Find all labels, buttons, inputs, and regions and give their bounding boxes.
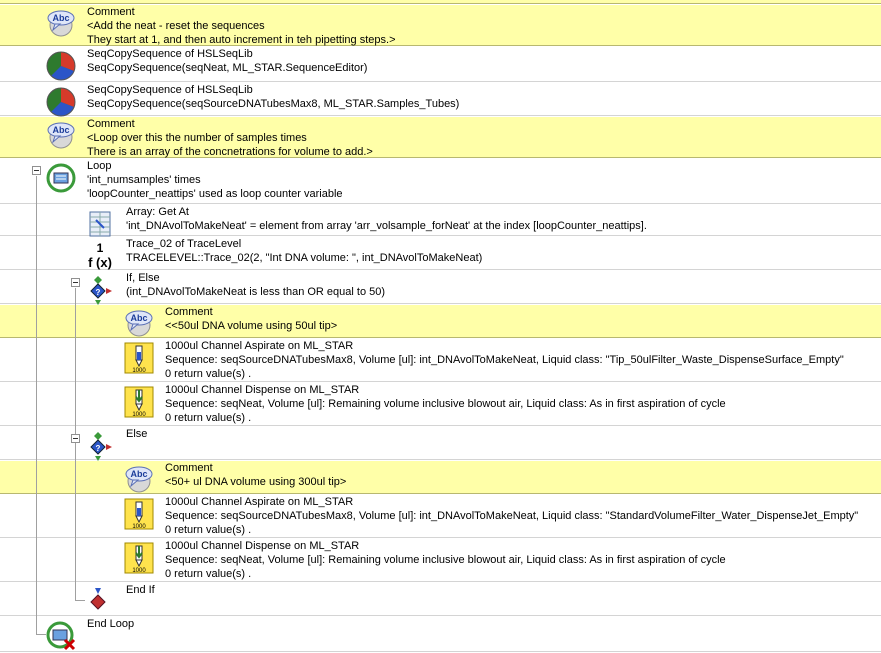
step-text — [165, 383, 726, 425]
step-title: SeqCopySequence of HSLSeqLib — [87, 84, 253, 96]
step-text — [165, 305, 337, 333]
step-detail-line: 'int_numsamples' times — [87, 174, 201, 186]
step-text — [87, 5, 396, 47]
step-text — [165, 539, 726, 581]
svg-text:Abc: Abc — [130, 313, 148, 323]
step-row-lib[interactable] — [0, 83, 881, 116]
comment-abc-icon — [45, 120, 77, 152]
step-row-loop[interactable] — [0, 159, 881, 204]
step-row-dispense[interactable] — [0, 539, 881, 582]
step-text — [87, 617, 134, 631]
end-loop-icon — [45, 620, 77, 652]
step-text — [126, 205, 647, 233]
collapse-if-toggle[interactable] — [71, 278, 80, 287]
collapse-else-toggle[interactable] — [71, 434, 80, 443]
step-text — [126, 271, 385, 299]
step-detail-line: <Add the neat - reset the sequences — [87, 20, 265, 32]
array-get-at-icon — [84, 208, 116, 240]
step-text — [165, 495, 858, 537]
svg-text:1000: 1000 — [132, 368, 146, 374]
svg-text:f (x): f (x) — [88, 255, 112, 270]
library-sphere-icon — [45, 86, 77, 118]
step-detail-line: 'loopCounter_neattips' used as loop counter variable — [87, 188, 343, 200]
if-else-icon — [84, 274, 116, 306]
library-sphere-icon — [45, 50, 77, 82]
step-title: 1000ul Channel Aspirate on ML_STAR — [165, 496, 354, 508]
step-title: Trace_02 of TraceLevel — [126, 238, 242, 250]
step-title: SeqCopySequence of HSLSeqLib — [87, 48, 253, 60]
comment-abc-icon — [123, 464, 155, 496]
step-text — [165, 461, 346, 489]
step-detail-line: 0 return value(s) . — [165, 368, 252, 380]
step-row-array[interactable] — [0, 205, 881, 236]
else-icon — [84, 430, 116, 462]
collapse-loop-toggle[interactable] — [32, 166, 41, 175]
aspirate-channel-icon — [123, 498, 155, 530]
step-detail-line: <Loop over this the number of samples times — [87, 132, 307, 144]
function-fx-icon — [84, 240, 116, 272]
dispense-channel-icon — [123, 386, 155, 418]
step-row-comment[interactable] — [0, 461, 881, 494]
step-text — [126, 583, 155, 597]
step-text — [126, 237, 482, 265]
previous-step-edge — [0, 0, 881, 4]
aspirate-channel-icon — [123, 342, 155, 374]
step-row-comment[interactable] — [0, 117, 881, 158]
step-detail-line: TRACELEVEL::Trace_02(2, "Int DNA volume: ", int_DNAvolToMakeNeat) — [126, 252, 483, 264]
loop-icon — [45, 162, 77, 194]
step-row-function[interactable] — [0, 237, 881, 270]
step-text — [126, 427, 147, 441]
step-detail-line: Sequence: seqNeat, Volume [ul]: Remaining volume inclusive blowout air, Liquid class: As in first aspiration of cycle — [165, 554, 726, 566]
step-detail-line: 0 return value(s) . — [165, 524, 252, 536]
step-detail-line: SeqCopySequence(seqNeat, ML_STAR.SequenceEditor) — [87, 62, 368, 74]
step-row-ifelse[interactable] — [0, 271, 881, 304]
step-title: Comment — [87, 118, 135, 130]
step-title: End Loop — [87, 618, 135, 630]
step-text — [87, 47, 367, 75]
step-title: Array: Get At — [126, 206, 189, 218]
step-title: Else — [126, 428, 148, 440]
step-text — [87, 117, 373, 159]
step-detail-line: Sequence: seqNeat, Volume [ul]: Remaining volume inclusive blowout air, Liquid class: As in first aspiration of cycle — [165, 398, 726, 410]
step-text — [165, 339, 844, 381]
svg-text:Abc: Abc — [52, 13, 70, 23]
tree-line-if — [75, 288, 76, 600]
step-text — [87, 83, 459, 111]
step-detail-line: Sequence: seqSourceDNATubesMax8, Volume [ul]: int_DNAvolToMakeNeat, Liquid class: "Tip_50ulFilter_Waste_DispenseSurface_Empty" — [165, 354, 844, 366]
step-row-aspirate[interactable] — [0, 495, 881, 538]
svg-text:1: 1 — [96, 241, 104, 255]
step-row-aspirate[interactable] — [0, 339, 881, 382]
step-title: 1000ul Channel Dispense on ML_STAR — [165, 384, 360, 396]
svg-text:Abc: Abc — [52, 125, 70, 135]
step-title: Comment — [87, 6, 135, 18]
step-row-dispense[interactable] — [0, 383, 881, 426]
step-detail-line: There is an array of the concnetrations for volume to add.> — [87, 146, 373, 158]
step-title: 1000ul Channel Dispense on ML_STAR — [165, 540, 360, 552]
step-detail-line: Sequence: seqSourceDNATubesMax8, Volume [ul]: int_DNAvolToMakeNeat, Liquid class: "StandardVolumeFilter_Water_DispenseJet_Empty" — [165, 510, 859, 522]
step-text — [87, 159, 343, 201]
step-title: Comment — [165, 462, 213, 474]
tree-line-loop — [36, 176, 37, 634]
step-row-endloop[interactable] — [0, 617, 881, 652]
step-title: Comment — [165, 306, 213, 318]
svg-text:1000: 1000 — [132, 412, 146, 418]
step-detail-line: (int_DNAvolToMakeNeat is less than OR equal to 50) — [126, 286, 386, 298]
svg-text:?: ? — [95, 444, 101, 453]
step-detail-line: 0 return value(s) . — [165, 412, 252, 424]
comment-abc-icon — [45, 8, 77, 40]
dispense-channel-icon — [123, 542, 155, 574]
end-if-icon — [84, 586, 116, 618]
step-title: 1000ul Channel Aspirate on ML_STAR — [165, 340, 354, 352]
step-title: End If — [126, 584, 155, 596]
svg-text:1000: 1000 — [132, 524, 146, 530]
tree-line-if-end — [75, 600, 85, 601]
step-detail-line: SeqCopySequence(seqSourceDNATubesMax8, ML_STAR.Samples_Tubes) — [87, 98, 460, 110]
tree-line-loop-end — [36, 634, 46, 635]
step-row-comment[interactable] — [0, 5, 881, 46]
step-detail-line: 'int_DNAvolToMakeNeat' = element from array 'arr_volsample_forNeat' at the index [loopCounter_neattips]. — [126, 220, 647, 232]
svg-text:Abc: Abc — [130, 469, 148, 479]
comment-abc-icon — [123, 308, 155, 340]
step-detail-line: <<50ul DNA volume using 50ul tip> — [165, 320, 338, 332]
step-row-comment[interactable] — [0, 305, 881, 338]
step-detail-line: <50+ ul DNA volume using 300ul tip> — [165, 476, 347, 488]
step-detail-line: They start at 1, and then auto increment in teh pipetting steps.> — [87, 34, 396, 46]
step-row-lib[interactable] — [0, 47, 881, 82]
step-title: Loop — [87, 160, 112, 172]
step-detail-line: 0 return value(s) . — [165, 568, 252, 580]
step-row-endif[interactable] — [0, 583, 881, 616]
step-row-else[interactable] — [0, 427, 881, 460]
step-title: If, Else — [126, 272, 160, 284]
svg-text:1000: 1000 — [132, 568, 146, 574]
svg-text:?: ? — [95, 288, 101, 297]
